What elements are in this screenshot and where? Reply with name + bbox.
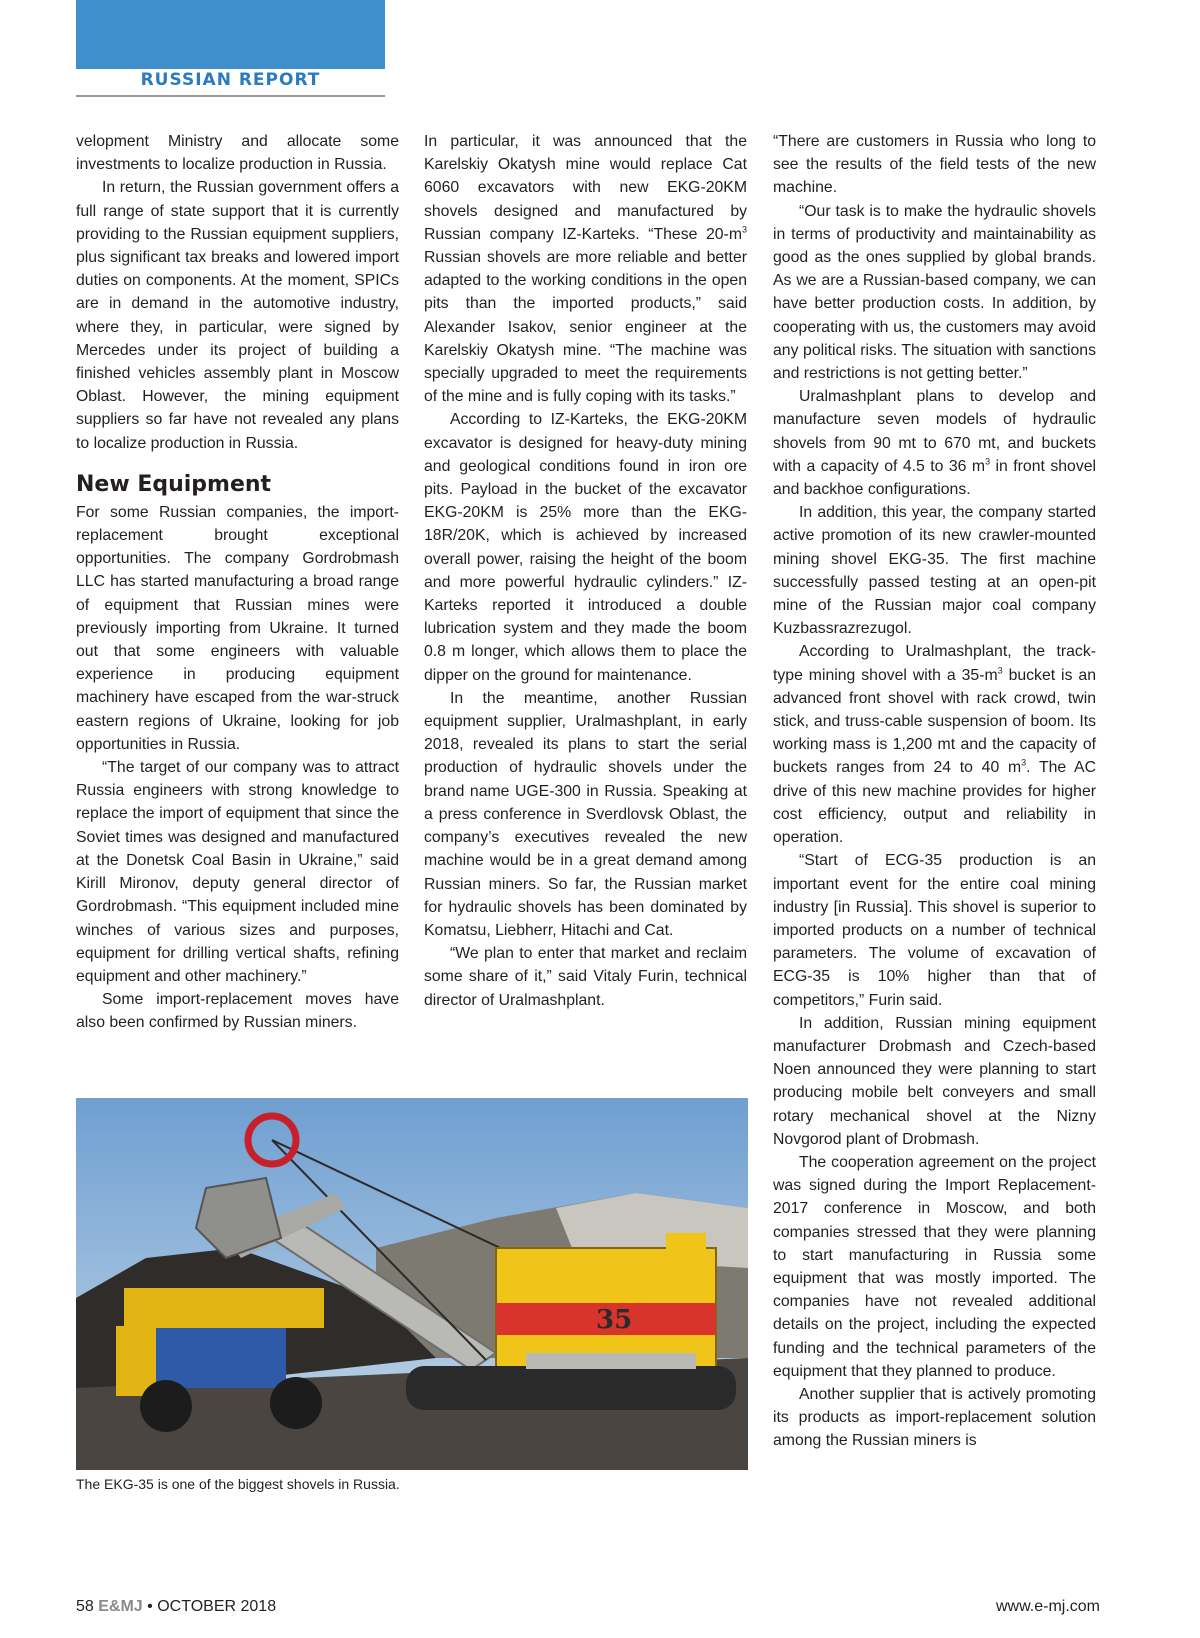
paragraph: “Start of ECG-35 production is an important event for the entire coal mining industry [in Russia]. This shovel is superior to imported products on a number of technical parameters. The volume of excavation of ECG-35 is 10% higher than that of competitors,” Furin said. (773, 852, 1096, 1009)
truck-tarp (136, 1328, 286, 1388)
superscript: 3 (985, 456, 991, 467)
article-column-3 (773, 130, 1096, 1453)
header-color-bar (76, 0, 385, 69)
truck-cab (116, 1326, 156, 1396)
paragraph: In addition, Russian mining equipment manufacturer Drobmash and Czech-based Noen announced they were planning to start producing mobile belt conveyers and small rotary mechanical shovel at the Nizny Novgorod plant of Drobmash. (773, 1014, 1096, 1148)
text-run: in front shovel and backhoe configurations. (773, 457, 1097, 499)
crawler-track (406, 1366, 736, 1410)
paragraph: For some Russian companies, the import-replacement brought exceptional opportunities. The company Gordrobmash LLC has started manufacturing a broad range of equipment that Russian mines were previously importing from Ukraine. It turned out that some engineers with valuable experience in producing equipment machinery have escaped from the war-struck eastern regions of Ukraine, looking for job opportunities in Russia. (76, 503, 399, 753)
machine-number: 35 (596, 1305, 633, 1335)
text-run: Russian shovels are more reliable and better adapted to the working conditions in the open pits than the imported products,” said Alexander Isakov, senior engineer at the Karelskiy Okatysh mine. “The machine was specially upgraded to meet the requirements of the mine and is fully coping with its tasks.” (424, 249, 747, 406)
paragraph (773, 640, 1096, 849)
paragraph: In the meantime, another Russian equipment supplier, Uralmashplant, in early 2018, revealed its plans to start the serial production of hydraulic shovels under the brand name UGE-300 in Russia. Speaking at a press conference in Sverdlovsk Oblast, the company’s executives revealed the new machine would be in a great demand among Russian miners. So far, the Russian market for hydraulic shovels has been dominated by Komatsu, Liebherr, Hitachi and Cat. (424, 689, 747, 939)
subheading: New Equipment (76, 471, 272, 497)
shovel-photo (76, 1098, 748, 1470)
paragraph: velopment Ministry and allocate some investments to localize production in Russia. (76, 133, 399, 174)
shovel-cab (666, 1233, 706, 1253)
paragraph: In addition, this year, the company started active promotion of its new crawler-mounted mining shovel EKG-35. The first machine successfully passed testing at an open-pit mine of the Russian major coal company Kuzbassrazrezugol. (773, 504, 1096, 638)
superscript: 3 (741, 224, 747, 235)
paragraph: Another supplier that is actively promoting its products as import-replacement solution among the Russian miners is (773, 1385, 1096, 1450)
paragraph: The cooperation agreement on the project was signed during the Import Replacement-2017 conference in Moscow, and both companies stressed that they were planning to start manufacturing in Russia some equipment that was mostly imported. The companies have not revealed additional details on the project, including the expected funding and the technical parameters of the equipment that they planned to produce. (773, 1153, 1096, 1380)
footer-separator: • (147, 1598, 153, 1615)
truck-body-top (124, 1288, 324, 1328)
paragraph (773, 385, 1096, 501)
paragraph: “The target of our company was to attract Russia engineers with strong knowledge to replace the import of equipment that since the Soviet times was designed and manufactured at the Donetsk Coal Basin in Ukraine,” said Kirill Mironov, deputy general director of Gordrobmash. “This equipment included mine winches of various sizes and purposes, equipment for drilling vertical shafts, refining equipment and other machinery.” (76, 759, 399, 985)
paragraph: “We plan to enter that market and reclaim some share of it,” said Vitaly Furin, technical director of Uralmashplant. (424, 945, 747, 1009)
publication-brand: E&MJ (98, 1598, 143, 1615)
paragraph: “Our task is to make the hydraulic shovels in terms of productivity and maintainability as good as the ones supplied by global brands. As we are a Russian-based company, we can have better production costs. In addition, by cooperating with us, the customers may avoid any political risks. The situation with sanctions and restrictions is not getting better.” (773, 202, 1096, 383)
text-run: bucket is an advanced front shovel with rack crowd, twin stick, and truss-cable suspension of boom. Its working mass is 1,200 mt and the capacity of buckets ranges from 24 to 40 m (773, 666, 1096, 777)
superscript: 3 (997, 665, 1003, 676)
section-divider (76, 95, 385, 97)
page-number: 58 (76, 1598, 94, 1615)
text-run: Uralmashplant plans to develop and manufacture seven models of hydraulic shovels from 90 mt to 670 mt, and buckets with a capacity of 4.5 to 36 m (773, 388, 1096, 475)
text-run: . The AC drive of this new machine provides for higher cost efficiency, output and reliability in operation. (773, 759, 1096, 847)
text-run: In particular, it was announced that the Karelskiy Okatysh mine would replace Cat 6060 excavators with new EKG-20KM shovels designed and manufactured by Russian company IZ-Karteks. “These 20-m (424, 133, 747, 243)
truck-wheel (270, 1377, 322, 1429)
issue-date: OCTOBER 2018 (157, 1598, 277, 1615)
paragraph: According to IZ-Karteks, the EKG-20KM excavator is designed for heavy-duty mining and geological conditions found in iron ore pits. Payload in the bucket of the excavator EKG-20KM is 25% more than the EKG-18R/20K, which is achieved by increased overall power, raising the height of the boom and more powerful hydraulic cylinders.” IZ-Karteks reported it introduced a double lubrication system and they made the boom 0.8 m longer, which allows them to place the dipper on the ground for maintenance. (424, 411, 747, 684)
paragraph: Some import-replacement moves have also been confirmed by Russian miners. (76, 991, 399, 1032)
paragraph (424, 130, 747, 408)
truck-wheel (140, 1380, 192, 1432)
section-label: RUSSIAN REPORT (140, 70, 321, 90)
footer-url[interactable]: www.e-mj.com (995, 1598, 1100, 1615)
superscript: 3 (1021, 758, 1027, 769)
paragraph: In return, the Russian government offers a full range of state support that it is currently providing to the Russian equipment suppliers, plus significant tax breaks and lowered import duties on components. At the moment, SPICs are in demand in the automotive industry, where they, in particular, were signed by Mercedes under its project of building a finished vehicles assembly plant in Moscow Oblast. However, the mining equipment suppliers so far have not revealed any plans to localize production in Russia. (76, 179, 399, 452)
text-run: According to Uralmashplant, the track-type mining shovel with a 35-m (773, 643, 1096, 684)
paragraph: “There are customers in Russia who long to see the results of the field tests of the new machine. (773, 133, 1096, 197)
crawler-frame (526, 1353, 696, 1369)
article-column-2 (424, 130, 747, 1012)
article-column-1 (76, 130, 399, 1035)
photo-caption: The EKG-35 is one of the biggest shovels in Russia. (76, 1476, 400, 1492)
footer-left (76, 1598, 276, 1616)
